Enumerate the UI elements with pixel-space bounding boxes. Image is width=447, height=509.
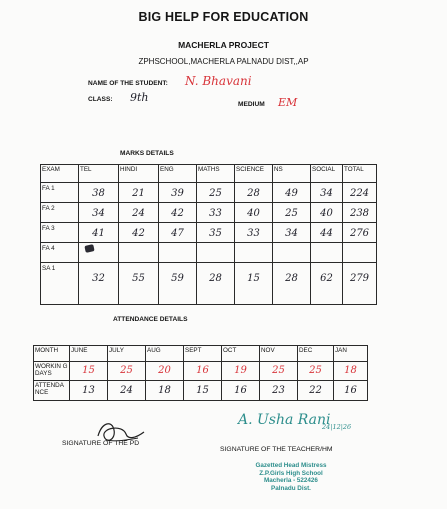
mark-cell: 55 <box>119 263 159 305</box>
col-header-social: SOCIAL <box>311 165 343 183</box>
mark-cell: 42 <box>159 203 197 223</box>
mark-cell: 28 <box>273 263 311 305</box>
mark-cell <box>273 243 311 263</box>
table-row <box>41 203 377 223</box>
working-days-row <box>34 362 368 381</box>
month-header: NOV <box>260 346 298 362</box>
working-days-cell: 15 <box>70 362 108 381</box>
month-header: JUNE <box>70 346 108 362</box>
marks-header-row <box>41 165 377 183</box>
mark-cell: 35 <box>197 223 235 243</box>
teacher-signature-label: SIGNATURE OF THE TEACHER/HM <box>220 446 333 453</box>
table-row <box>41 263 377 305</box>
col-header-hindi: HINDI <box>119 165 159 183</box>
attendance-cell: 16 <box>222 381 260 401</box>
col-header-science: SCIENCE <box>235 165 273 183</box>
student-name-value: N. Bhavani <box>185 74 252 88</box>
attendance-row <box>34 381 368 401</box>
mark-cell: 34 <box>79 203 119 223</box>
class-value: 9th <box>130 91 149 104</box>
table-row <box>41 243 377 263</box>
school-name: ZPHSCHOOL,MACHERLA PALNADU DIST,,AP <box>138 57 309 66</box>
month-label: MONTH <box>34 346 70 362</box>
exam-label: FA 4 <box>41 243 79 263</box>
student-name-label: NAME OF THE STUDENT: <box>88 80 168 87</box>
mark-cell: 32 <box>79 263 119 305</box>
medium-label: MEDIUM <box>238 101 265 108</box>
official-stamp <box>236 462 346 492</box>
mark-cell: 40 <box>311 203 343 223</box>
col-header-maths: MATHS <box>197 165 235 183</box>
attendance-cell: 16 <box>334 381 368 401</box>
working-days-cell: 20 <box>146 362 184 381</box>
mark-cell: 25 <box>273 203 311 223</box>
month-header: DEC <box>298 346 334 362</box>
mark-cell: 44 <box>311 223 343 243</box>
mark-cell: 49 <box>273 183 311 203</box>
stamp-line: Gazetted Head Mistress <box>255 462 327 469</box>
month-header: OCT <box>222 346 260 362</box>
working-days-label: WORKIN G DAYS <box>34 362 70 381</box>
mark-cell: 39 <box>159 183 197 203</box>
total-cell <box>343 243 377 263</box>
project-name: MACHERLA PROJECT <box>178 40 269 50</box>
stamp-line: Z.P.Girls High School <box>259 469 323 477</box>
mark-cell: 42 <box>119 223 159 243</box>
working-days-cell: 16 <box>184 362 222 381</box>
teacher-signature-scribble: A. Usha Rani <box>238 412 331 428</box>
mark-cell: 41 <box>79 223 119 243</box>
mark-cell: 21 <box>119 183 159 203</box>
stamp-line: Palnadu Dist. <box>271 484 311 492</box>
col-header-total: TOTAL <box>343 165 377 183</box>
signature-date: 24|12|26 <box>322 423 352 431</box>
exam-label: FA 2 <box>41 203 79 223</box>
page-title: BIG HELP FOR EDUCATION <box>138 10 309 24</box>
working-days-cell: 19 <box>222 362 260 381</box>
working-days-cell: 25 <box>108 362 146 381</box>
mark-cell: 28 <box>197 263 235 305</box>
mark-cell <box>197 243 235 263</box>
mark-cell: 47 <box>159 223 197 243</box>
total-cell: 224 <box>343 183 377 203</box>
mark-cell <box>235 243 273 263</box>
col-header-exam: EXAM <box>41 165 79 183</box>
total-cell: 276 <box>343 223 377 243</box>
class-label: CLASS: <box>88 96 113 103</box>
working-days-cell: 25 <box>298 362 334 381</box>
month-header: JULY <box>108 346 146 362</box>
attendance-cell: 15 <box>184 381 222 401</box>
mark-cell: 28 <box>235 183 273 203</box>
working-days-cell: 25 <box>260 362 298 381</box>
pd-signature-label: SIGNATURE OF THE PD <box>62 440 140 447</box>
medium-value: EM <box>278 96 298 109</box>
month-header: AUG <box>146 346 184 362</box>
marks-section-title: MARKS DETAILS <box>120 150 174 157</box>
attendance-header-row <box>34 346 368 362</box>
mark-cell: 25 <box>197 183 235 203</box>
table-row <box>41 183 377 203</box>
attendance-cell: 18 <box>146 381 184 401</box>
col-header-eng: ENG <box>159 165 197 183</box>
attendance-table <box>33 345 368 401</box>
month-header: JAN <box>334 346 368 362</box>
working-days-cell: 18 <box>334 362 368 381</box>
mark-cell: 38 <box>79 183 119 203</box>
attendance-cell: 24 <box>108 381 146 401</box>
mark-cell <box>311 243 343 263</box>
mark-cell <box>119 243 159 263</box>
stamp-line: Macherla - 522426 <box>264 477 318 484</box>
mark-cell: 59 <box>159 263 197 305</box>
attendance-label: ATTENDA NCE <box>34 381 70 401</box>
exam-label: SA 1 <box>41 263 79 305</box>
mark-cell: 62 <box>311 263 343 305</box>
mark-cell <box>79 243 119 263</box>
mark-cell: 15 <box>235 263 273 305</box>
exam-label: FA 1 <box>41 183 79 203</box>
marks-table <box>40 164 377 305</box>
col-header-ns: NS <box>273 165 311 183</box>
col-header-tel: TEL <box>79 165 119 183</box>
exam-label: FA 3 <box>41 223 79 243</box>
attendance-section-title: ATTENDANCE DETAILS <box>113 316 188 323</box>
attendance-cell: 23 <box>260 381 298 401</box>
mark-cell: 33 <box>197 203 235 223</box>
mark-cell: 33 <box>235 223 273 243</box>
mark-cell: 34 <box>311 183 343 203</box>
table-row <box>41 223 377 243</box>
mark-cell: 24 <box>119 203 159 223</box>
mark-cell <box>159 243 197 263</box>
mark-cell: 34 <box>273 223 311 243</box>
attendance-cell: 22 <box>298 381 334 401</box>
total-cell: 279 <box>343 263 377 305</box>
ink-smudge <box>84 244 94 253</box>
month-header: SEPT <box>184 346 222 362</box>
mark-cell: 40 <box>235 203 273 223</box>
attendance-cell: 13 <box>70 381 108 401</box>
total-cell: 238 <box>343 203 377 223</box>
